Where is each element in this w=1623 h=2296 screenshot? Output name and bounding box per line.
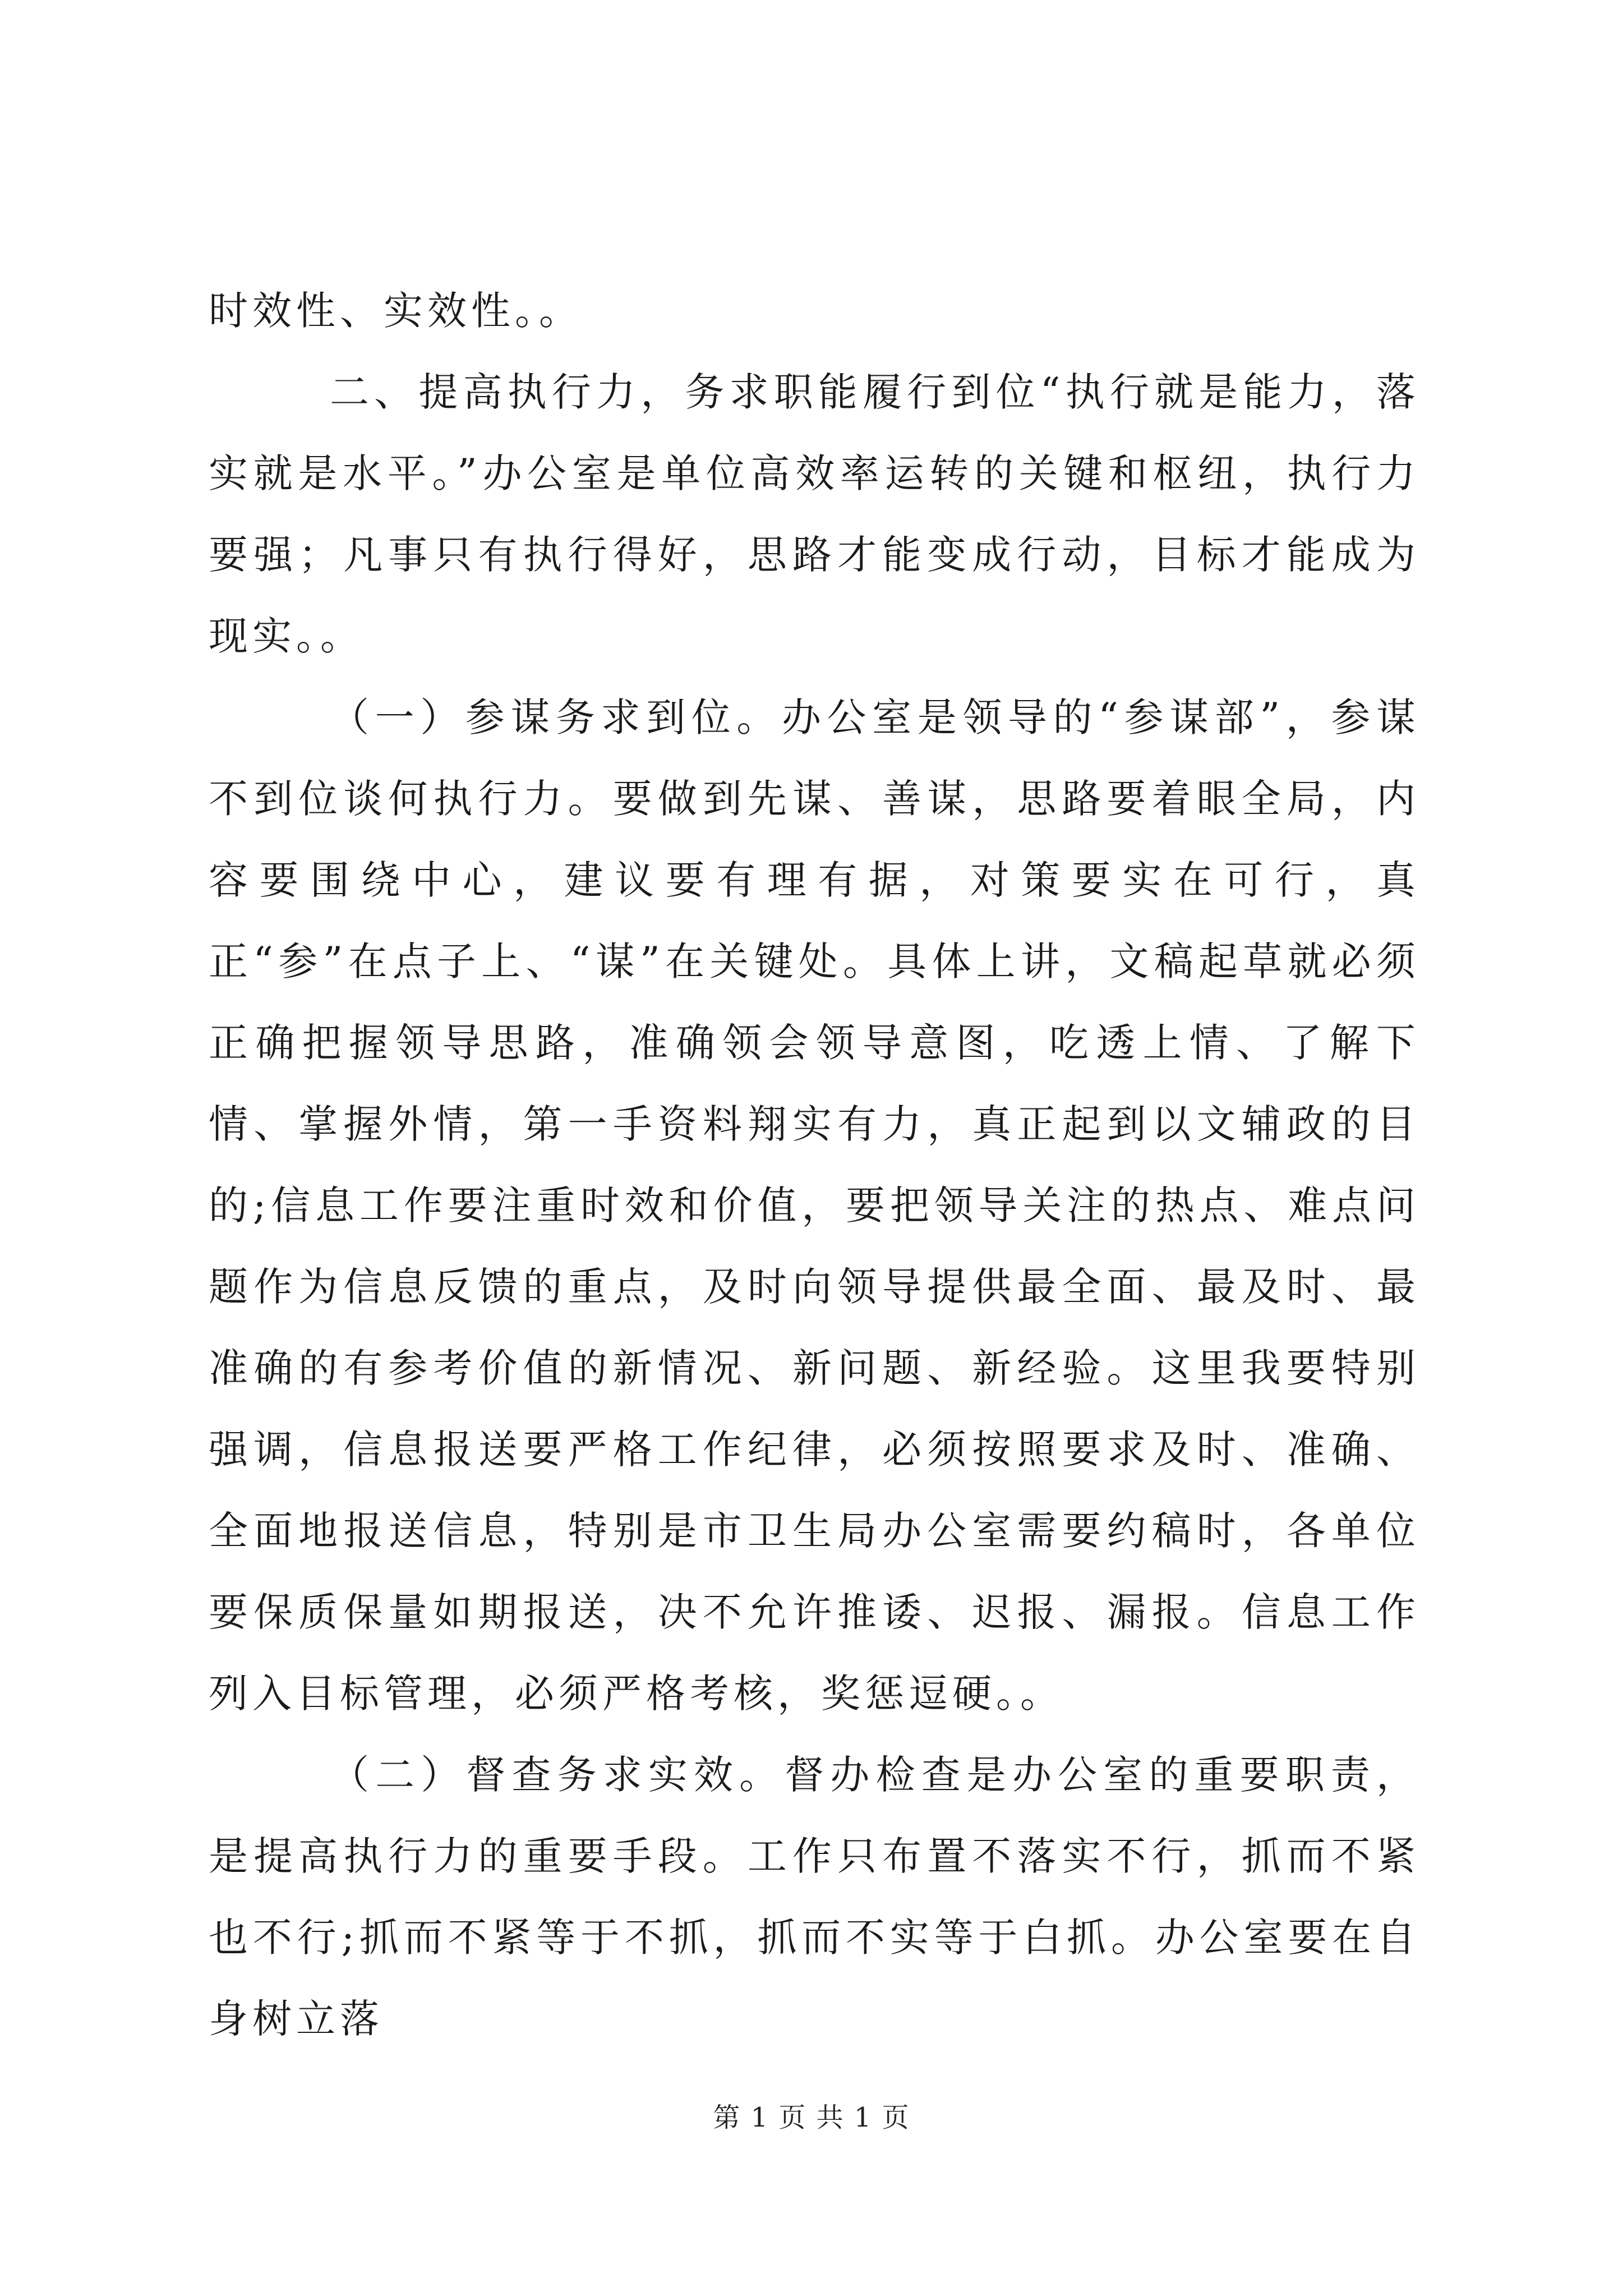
paragraph-section-two: 二、提高执行力，务求职能履行到位“执行就是能力，落实就是水平。”办公室是单位高效率运转的关键和枢纽，执行力要强；凡事只有执行得好，思路才能变成行动，目标才能成为现实。。 <box>209 369 1420 659</box>
paragraph-continuation: 时效性、实效性。。 <box>209 288 583 334</box>
document-body <box>209 270 1420 2060</box>
page-footer: 第 1 页 共 1 页 <box>713 2102 910 2133</box>
paragraph-subsection-two: （二）督查务求实效。督办检查是办公室的重要职责，是提高执行力的重要手段。工作只布置不落实不行，抓而不紧也不行;抓而不紧等于不抓，抓而不实等于白抓。办公室要在自身树立落 <box>209 1752 1420 2042</box>
paragraph-subsection-one: （一）参谋务求到位。办公室是领导的“参谋部”，参谋不到位谈何执行力。要做到先谋、善谋，思路要着眼全局，内容要围绕中心，建议要有理有据，对策要实在可行，真正“参”在点子上、“谋”在关键处。具体上讲，文稿起草就必须正确把握领导思路，准确领会领导意图，吃透上情、了解下情、掌握外情，第一手资料翔实有力，真正起到以文辅政的目的;信息工作要注重时效和价值，要把领导关注的热点、难点问题作为信息反馈的重点，及时向领导提供最全面、最及时、最准确的有参考价值的新情况、新问题、新经验。这里我要特别强调，信息报送要严格工作纪律，必须按照要求及时、准确、全面地报送信息，特别是市卫生局办公室需要约稿时，各单位要保质保量如期报送，决不允许推诿、迟报、漏报。信息工作列入目标管理，必须严格考核，奖惩逗硬。。 <box>209 694 1420 1717</box>
